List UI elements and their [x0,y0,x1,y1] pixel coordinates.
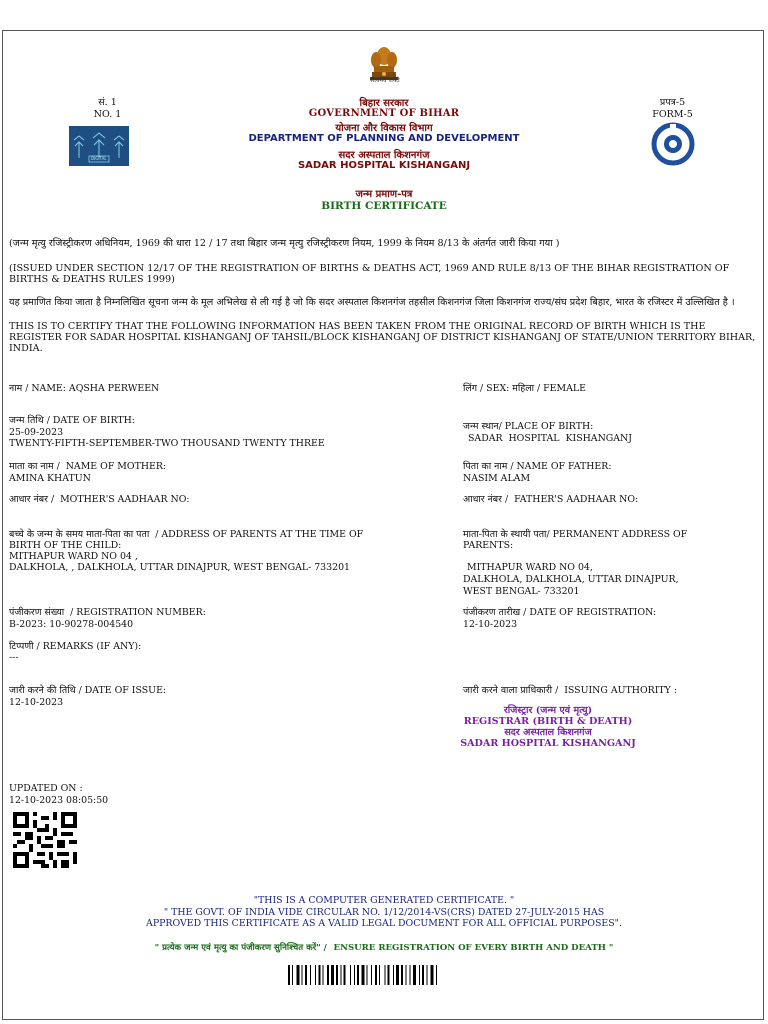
hospital-hindi: सदर अस्पताल किशनगंज [338,150,430,161]
barcode-bar [405,965,406,985]
emblem-caption: सत्यमेव जयते [370,77,400,84]
crs-logo-icon [643,122,703,166]
barcode-bar [344,965,346,985]
footer-line2: " THE GOVT. OF INDIA VIDE CIRCULAR NO. 1/12/2014-VS(CRS) DATED 27-JULY-2015 HAS [163,907,605,918]
dob-value: 25-09-2023 [9,427,64,438]
birth-address-label-1: बच्चे के जन्म के समय माता-पिता का पता / ADDRESS OF PARENTS AT THE TIME OF [9,529,364,540]
father-label: पिता का नाम / NAME OF FATHER: [463,461,612,472]
barcode-bar [331,965,334,985]
barcode-bar [315,965,316,985]
barcode-bar [318,965,320,985]
barcode-bar [396,965,399,985]
father-value: NASIM ALAM [463,473,531,484]
footer-line1: "THIS IS A COMPUTER GENERATED CERTIFICATE. " [253,895,515,906]
certificate-title-hindi: जन्म प्रमाण-पत्र [355,189,413,200]
barcode-bar [413,965,416,985]
issued-english: (ISSUED UNDER SECTION 12/17 OF THE REGISTRATION OF BIRTHS & DEATHS ACT, 1969 AND RULE 8/13 OF THE BIHAR REGISTRATION OF BIRTHS & DEATHS RULES 1999) [9,263,730,286]
registration-date-value: 12-10-2023 [463,619,518,630]
certify-english: THIS IS TO CERTIFY THAT THE FOLLOWING INFORMATION HAS BEEN TAKEN FROM THE ORIGINAL RECORD OF BIRTH WHICH IS THE REGISTER FOR SADAR HOSPITAL KISHANGANJ OF TAHSIL/BLOCK KISHANGANJ OF DISTRICT KISHANGANJ OF STATE/UNION TERRITORY BIHAR, INDIA. [9,321,756,355]
birth-address-label-2: BIRTH OF THE CHILD: [9,540,122,551]
govt-hindi: बिहार सरकार [359,98,409,109]
digital-india-logo [69,126,129,166]
registrar-hospital-english: SADAR HOSPITAL KISHANGANJ [460,738,636,749]
permanent-address-line3: WEST BENGAL- 733201 [463,586,580,597]
hospital-english: SADAR HOSPITAL KISHANGANJ [297,160,471,171]
barcode-bar [371,965,372,985]
pob-label: जन्म स्थान/ PLACE OF BIRTH: [463,421,594,432]
registration-number-value: B-2023: 10-90278-004540 [9,619,134,630]
permanent-address-label-2: PARENTS: [463,540,514,551]
barcode-bar [327,965,329,985]
dob-label: जन्म तिथि / DATE OF BIRTH: [9,415,135,426]
barcode-bar [401,965,403,985]
mother-aadhaar-label: आधार नंबर / MOTHER'S AADHAAR NO: [9,494,190,505]
birth-address-line1: MITHAPUR WARD NO 04 , [9,551,138,562]
barcode [288,965,480,985]
barcode-icon [288,965,480,985]
barcode-bar [388,965,390,985]
logo-text: DIGITAL [91,156,107,161]
issuing-authority-label: जारी करने वाला प्राधिकारी / ISSUING AUTHORITY : [463,685,677,696]
barcode-bar [292,965,293,985]
barcode-bar [379,965,380,985]
dob-words: TWENTY-FIFTH-SEPTEMBER-TWO THOUSAND TWENTY THREE [9,438,325,449]
barcode-bar [357,965,359,985]
barcode-bar [305,965,307,985]
barcode-bar [296,965,299,985]
barcode-bar [323,965,324,985]
barcode-bar [367,965,368,985]
father-aadhaar-label: आधार नंबर / FATHER'S AADHAAR NO: [463,494,639,505]
permanent-address-line1: MITHAPUR WARD NO 04, [467,562,593,573]
form-hindi: प्रपत्र-5 [659,97,686,108]
registrar-block [448,705,648,749]
slogan-english: ENSURE REGISTRATION OF EVERY BIRTH AND DEATH " [333,943,614,953]
name-value: AQSHA PERWEEN [68,383,160,394]
barcode-bar [431,965,434,985]
barcode-bar [350,965,351,985]
barcode-bar [436,965,437,985]
barcode-bar [422,965,424,985]
certify-hindi: यह प्रमाणित किया जाता है निम्नलिखित सूचना जन्म के मूल अभिलेख से ली गई है जो कि सदर अस्पताल किशनगंज तहसील किशनगंज जिला किशनगंज राज्य/संघ प्रदेश बिहार, भारत के रजिस्टर में उल्लिखित है । [9,297,735,308]
footer-slogan [84,941,684,953]
sex-label: लिंग / SEX: [463,383,510,394]
govt-english: GOVERNMENT OF BIHAR [308,108,460,119]
remarks-label: टिप्पणी / REMARKS (IF ANY): [9,641,142,652]
barcode-bar [288,965,290,985]
updated-label: UPDATED ON : [9,783,83,794]
barcode-bar [375,965,377,985]
registrar-english: REGISTRAR (BIRTH & DEATH) [463,716,633,727]
mother-value: AMINA KHATUN [9,473,91,484]
sex-value: महिला / FEMALE [512,383,586,394]
qr-code-icon [13,812,77,868]
barcode-bar [419,965,420,985]
barcode-bar [310,965,311,985]
barcode-bar [410,965,411,985]
barcode-bar [302,965,303,985]
number-hindi: सं. 1 [98,97,117,108]
certificate-title: BIRTH CERTIFICATE [321,200,447,212]
qr-code [13,812,77,868]
name-label: नाम / NAME: [9,383,66,394]
registrar-hindi: रजिस्ट्रार (जन्म एवं मृत्यु) [503,705,593,716]
dept-hindi: योजना और विकास विभाग [335,123,433,134]
issued-hindi: (जन्म मृत्यु रजिस्ट्रीकरण अधिनियम, 1969 की धारा 12 / 17 तथा बिहार जन्म मृत्यु रजिस्ट्रीकरण नियम, 1999 के नियम 8/13 के अंतर्गत जारी किया गया ) [9,238,560,249]
certificate-border [2,30,764,1020]
mother-label: माता का नाम / NAME OF MOTHER: [9,461,167,472]
birth-address-line2: DALKHOLA, , DALKHOLA, UTTAR DINAJPUR, WEST BENGAL- 733201 [9,562,351,573]
barcode-bar [361,965,364,985]
pob-value: SADAR HOSPITAL KISHANGANJ [468,433,632,444]
permanent-address-label-1: माता-पिता के स्थायी पता/ PERMANENT ADDRESS OF [463,529,688,540]
barcode-bar [384,965,385,985]
barcode-bar [340,965,341,985]
permanent-address-line2: DALKHOLA, DALKHOLA, UTTAR DINAJPUR, [463,574,679,585]
barcode-bar [393,965,394,985]
dept-english: DEPARTMENT OF PLANNING AND DEVELOPMENT [248,133,520,144]
footer-line3: APPROVED THIS CERTIFICATE AS A VALID LEGAL DOCUMENT FOR ALL OFFICIAL PURPOSES". [146,918,622,929]
updated-value: 12-10-2023 08:05:50 [9,795,109,806]
registration-number-label: पंजीकरण संख्या / REGISTRATION NUMBER: [9,607,206,618]
barcode-bar [354,965,355,985]
issue-date-value: 12-10-2023 [9,697,64,708]
crs-logo [643,122,703,166]
name-row [9,383,439,394]
barcode-bar [426,965,427,985]
barcode-bar [336,965,338,985]
sex-row [463,383,763,394]
issue-date-label: जारी करने की तिथि / DATE OF ISSUE: [9,685,167,696]
remarks-value: --- [9,652,19,663]
registrar-hospital-hindi: सदर अस्पताल किशनगंज [504,727,592,738]
registration-date-label: पंजीकरण तारीख / DATE OF REGISTRATION: [463,607,657,618]
number-english: NO. 1 [93,109,122,120]
form-english: FORM-5 [652,109,693,120]
slogan-hindi: " प्रत्येक जन्म एवं मृत्यु का पंजीकरण सुनिश्चित करें" / [154,943,327,953]
